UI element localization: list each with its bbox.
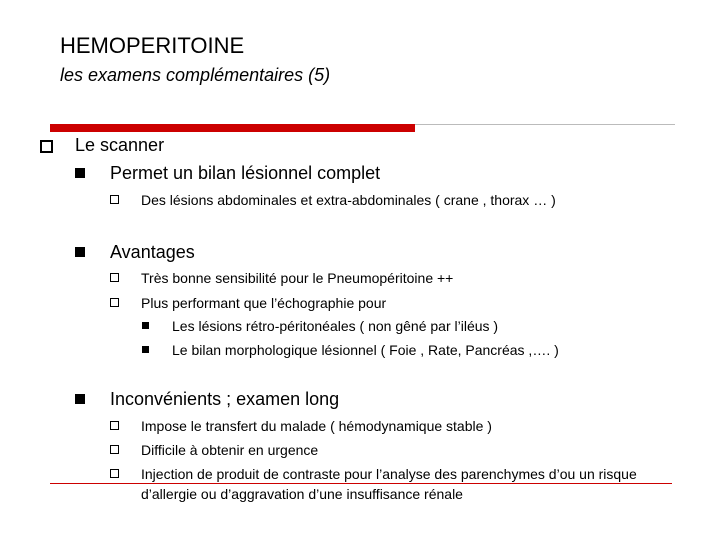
solid-square-bullet-icon — [142, 322, 149, 329]
title-rule-thin — [415, 124, 675, 125]
bullet-text: Impose le transfert du malade ( hémodynamique stable ) — [141, 418, 492, 434]
solid-square-bullet-icon — [142, 346, 149, 353]
hollow-square-bullet-icon — [110, 445, 119, 454]
solid-square-bullet-icon — [75, 247, 85, 257]
bullet-text: Plus performant que l’échographie pour — [141, 295, 387, 311]
hollow-square-bullet-icon — [110, 298, 119, 307]
footer-rule — [50, 483, 672, 484]
title-rule-thick — [50, 124, 415, 132]
slide-subtitle: les examens complémentaires (5) — [60, 65, 331, 85]
solid-square-bullet-icon — [75, 168, 85, 178]
slide-title: HEMOPERITOINE — [60, 33, 245, 58]
hollow-square-bullet-icon — [110, 469, 119, 478]
solid-square-bullet-icon — [75, 394, 85, 404]
bullet-text: Des lésions abdominales et extra-abdominales ( crane , thorax … ) — [141, 192, 556, 208]
hollow-square-bullet-icon — [110, 195, 119, 204]
hollow-square-bullet-icon — [110, 273, 119, 282]
bullet-text: Le bilan morphologique lésionnel ( Foie , Rate, Pancréas ,…. ) — [172, 342, 559, 358]
bullet-text: Permet un bilan lésionnel complet — [110, 163, 381, 183]
bullet-text: Avantages — [110, 242, 195, 262]
bullet-text: Difficile à obtenir en urgence — [141, 442, 319, 458]
hollow-square-bullet-icon — [40, 140, 53, 153]
bullet-text: Injection de produit de contraste pour l’analyse des parenchymes d’ou un risque d’allergie ou d’aggravation d’une insuffisance rénale — [141, 466, 637, 502]
bullet-text: Inconvénients ; examen long — [110, 389, 340, 409]
bullet-text: Les lésions rétro-péritonéales ( non gêné par l’iléus ) — [172, 318, 499, 334]
hollow-square-bullet-icon — [110, 421, 119, 430]
bullet-text: Très bonne sensibilité pour le Pneumopéritoine ++ — [141, 270, 454, 286]
bullet-text: Le scanner — [75, 135, 165, 155]
